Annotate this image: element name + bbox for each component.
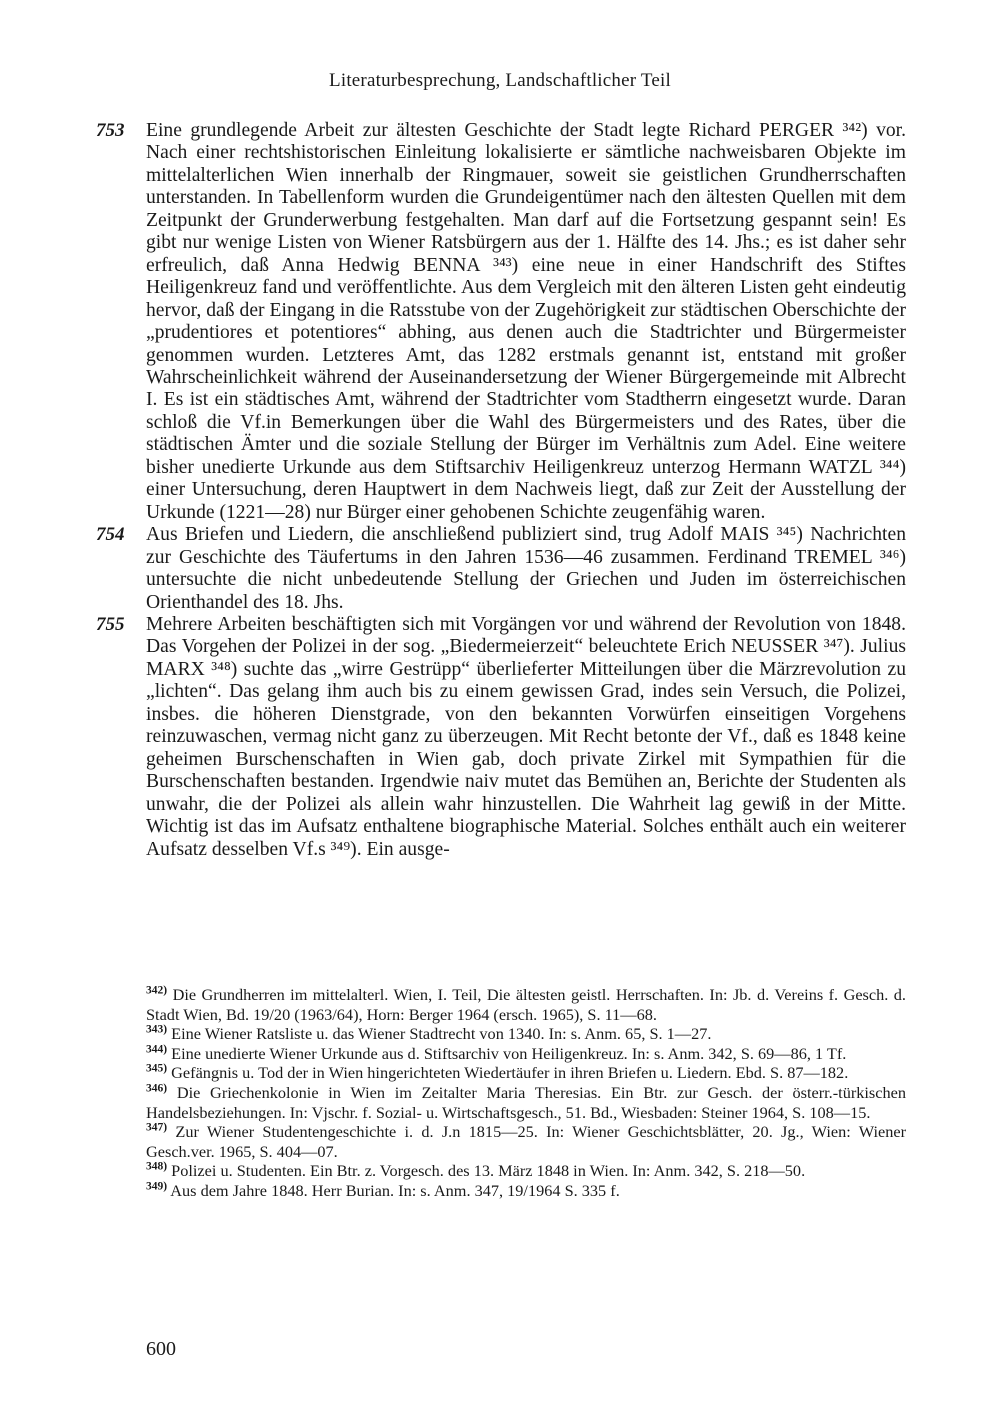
footnote-text: Gefängnis u. Tod der in Wien hingerichteten Wiedertäufer in ihren Briefen u. Liedern. Ebd. S. 87—182. xyxy=(171,1063,849,1083)
footnote-348 xyxy=(146,1161,906,1181)
entry-number: 753 xyxy=(96,120,125,141)
footnote-marker: 345) xyxy=(146,1062,168,1075)
footnote-text: Eine unedierte Wiener Urkunde aus d. Stiftsarchiv von Heiligenkreuz. In: s. Anm. 342, S. 69—86, 1 Tf. xyxy=(171,1043,847,1063)
footnote-marker: 344) xyxy=(146,1043,168,1056)
entry-number: 754 xyxy=(96,524,125,546)
footnote-marker: 347) xyxy=(146,1121,168,1134)
footnote-343 xyxy=(146,1024,906,1044)
footnote-349 xyxy=(146,1181,906,1201)
footnote-345 xyxy=(146,1063,906,1083)
running-header: Literaturbesprechung, Landschaftlicher Teil xyxy=(329,70,671,91)
footnote-342 xyxy=(146,985,906,1024)
entry-text: Mehrere Arbeiten beschäftigten sich mit Vorgängen vor und während der Revolution von 1848. Das Vorgehen der Polizei in der sog. „Biedermeierzeit“ beleuchtete Erich NEUSSER ³⁴⁷). Julius MARX ³⁴⁸) suchte das „wirre Gestrüpp“ überlieferter Mitteilungen über die Märzrevolution zu „lichten“. Das gelang ihm auch bis zu einem gewissen Grad, indes sein Versuch, die Polizei, insbes. die höheren Dienstgrade, von den bekannten Vorwürfen einseitigen Vorgehens reinzuwaschen, vermag nicht ganz zu überzeugen. Mit Recht betonte der Vf., daß es 1848 keine geheimen Burschenschaften in Wien gab, doch private Zirkel mit Sympathien für die Burschenschaften bestanden. Irgendwie naiv mutet das Bemühen an, Berichte der Studenten als unwahr, die der Polizei als allein wahr hinzustellen. Die Wahrheit lag gewiß in der Mitte. Wichtig ist das im Aufsatz enthaltene biographische Material. Solches enthält auch ein weiterer Aufsatz desselben Vf.s ³⁴⁹). Ein ausge- xyxy=(146,613,906,860)
footnote-344 xyxy=(146,1044,906,1064)
entry-text: Eine grundlegende Arbeit zur ältesten Geschichte der Stadt legte Richard PERGER ³⁴²) vor. Nach einer rechtshistorischen Einleitung lokalisierte er sämtliche nachweisbaren Objekte im mittelalterlichen Wien innerhalb der Ringmauer, soweit sie geistlichen Grundherrschaften unterstanden. In Tabellenform wurden die Grundeigentümer nach den ältesten Quellen mit dem Zeitpunkt der Grunderwerbung festgehalten. Man darf auf die Fortsetzung gespannt sein! Es gibt nur wenige Listen von Wiener Ratsbürgern aus der 1. Hälfte des 14. Jhs.; es ist daher sehr erfreulich, daß Anna Hedwig BENNA ³⁴³) eine neue in einer Handschrift des Stiftes Heiligenkreuz fand und veröffentlichte. Aus dem Vergleich mit den älteren Listen geht eindeutig hervor, daß der Eingang in die Ratsstube von der Zugehörigkeit zur städtischen Oberschichte der „prudentiores et potentiores“ abhing, aus denen auch die Stadtrichter und Bürgermeister genommen wurden. Letzteres Amt, das 1282 erstmals genannt ist, entstand mit großer Wahrscheinlichkeit während der Auseinandersetzung der Wiener Bürgergemeinde mit Albrecht I. Es ist ein städtisches Amt, während der Stadtrichter vom Stadtherrn eingesetzt wurde. Daran schloß die Vf.in Bemerkungen über die Wahl des Bürgermeisters und des Rates, über die städtischen Ämter und die soziale Stellung der Bürger im Verhältnis zum Adel. Eine weitere bisher unedierte Urkunde aus dem Stiftsarchiv Heiligenkreuz unterzog Hermann WATZL ³⁴⁴) einer Untersuchung, deren Hauptwert in dem Nachweis liegt, daß zur Zeit der Ausstellung der Urkunde (1221—28) nur Bürger einer gehobenen Schichte zeugenfähig waren. xyxy=(146,120,906,523)
entry-755 xyxy=(96,614,906,861)
page-number: 600 xyxy=(146,1338,176,1360)
entry-text: Aus Briefen und Liedern, die anschließend publiziert sind, trug Adolf MAIS ³⁴⁵) Nachrichten zur Geschichte des Täufertums in den Jahren 1536—46 zusammen. Ferdinand TREMEL ³⁴⁶) untersuchte die nicht unbedeutende Stellung der Griechen und Juden im österreichischen Orienthandel des 18. Jhs. xyxy=(146,524,906,613)
footnote-marker: 349) xyxy=(146,1180,168,1193)
footnote-marker: 342) xyxy=(146,984,168,997)
footnote-346 xyxy=(146,1083,906,1122)
footnote-text: Polizei u. Studenten. Ein Btr. z. Vorgesch. des 13. März 1848 in Wien. In: Anm. 342, S. 218—50. xyxy=(171,1161,806,1181)
footnote-text: Eine Wiener Ratsliste u. das Wiener Stadtrecht von 1340. In: s. Anm. 65, S. 1—27. xyxy=(171,1024,712,1044)
entry-753 xyxy=(96,120,906,524)
footnote-marker: 346) xyxy=(146,1082,168,1095)
footnote-marker: 343) xyxy=(146,1023,168,1036)
footnote-text: Zur Wiener Studentengeschichte i. d. J.n 1815—25. In: Wiener Geschichtsblätter, 20. Jg., Wien: Wiener Gesch.ver. 1965, S. 404—07. xyxy=(146,1122,906,1161)
entry-754 xyxy=(96,524,906,614)
footnote-text: Aus dem Jahre 1848. Herr Burian. In: s. Anm. 347, 19/1964 S. 335 f. xyxy=(170,1180,620,1200)
entry-number: 755 xyxy=(96,613,125,635)
footnotes xyxy=(146,985,906,1201)
footnote-347 xyxy=(146,1122,906,1161)
entries xyxy=(96,120,906,861)
footnote-text: Die Griechenkolonie in Wien im Zeitalter Maria Theresias. Ein Btr. zur Gesch. der österr.-türkischen Handelsbeziehungen. In: Vjschr. f. Sozial- u. Wirtschaftsgesch., 51. Bd., Wiesbaden: Steiner 1964, S. 108—15. xyxy=(146,1082,906,1122)
footnote-text: Die Grundherren im mittelalterl. Wien, I. Teil, Die ältesten geistl. Herrschaften. In: Jb. d. Vereins f. Gesch. d. Stadt Wien, Bd. 19/20 (1963/64), Horn: Berger 1964 (ersch. 1965), S. 11—68. xyxy=(146,985,906,1024)
footnote-marker: 348) xyxy=(146,1160,168,1173)
